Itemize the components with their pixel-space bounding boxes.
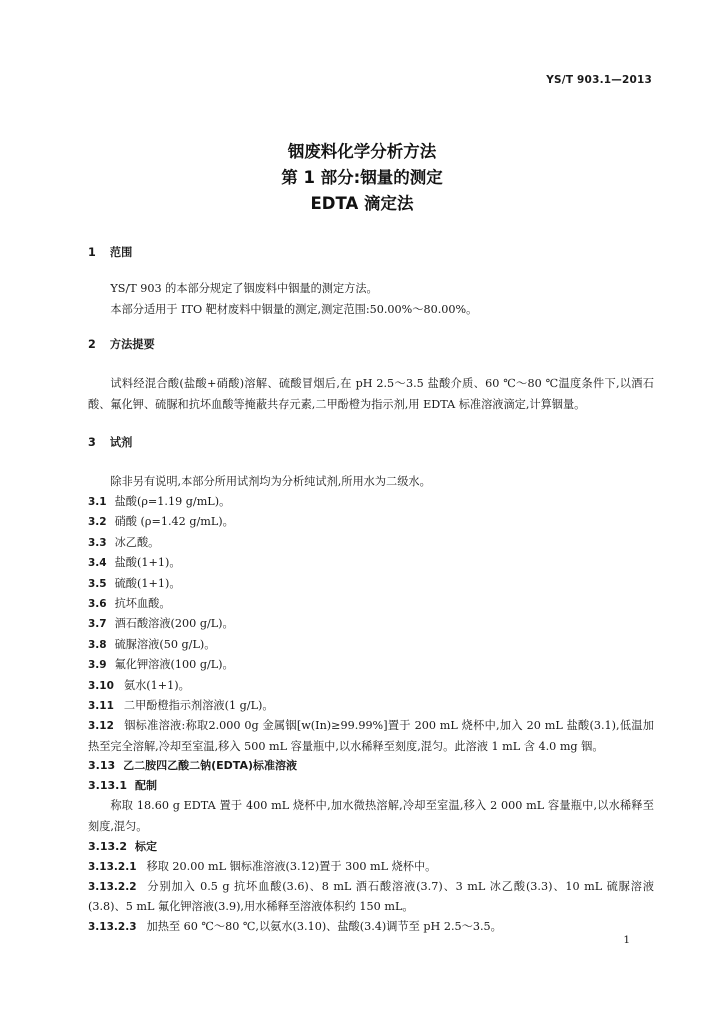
item-number: 3.13.2 (88, 840, 127, 854)
subsection-heading (88, 756, 654, 775)
section-heading-scope (88, 243, 654, 263)
item-number: 3.2 (88, 516, 107, 529)
item-text: 盐酸(ρ=1.19 g/mL)。 (114, 495, 231, 508)
paragraph: 除非另有说明,本部分所用试剂均为分析纯试剂,所用水为二级水。 (110, 475, 431, 488)
item-number: 3.5 (88, 577, 107, 590)
list-item (88, 676, 654, 696)
document-title (0, 139, 724, 217)
item-text: 乙二胺四乙酸二钠(EDTA)标准溶液 (123, 759, 298, 773)
list-item (88, 857, 654, 877)
list-item (88, 594, 654, 614)
list-item (88, 635, 654, 655)
item-text: 氨水(1+1)。 (123, 678, 190, 692)
section-heading-reagents (88, 433, 654, 453)
item-text: 加热至 60 ℃～80 ℃,以氨水(3.10)、盐酸(3.4)调节至 pH 2.5～3.5。 (146, 919, 502, 933)
section-number: 3 (88, 436, 96, 449)
list-item (88, 716, 654, 756)
item-number: 3.13.2.3 (88, 920, 137, 933)
item-text: 分别加入 0.5 g 抗坏血酸(3.6)、8 mL 酒石酸溶液(3.7)、3 mL 冰乙酸(3.3)、10 mL 硫脲溶液(3.8)、5 mL 氟化钾溶液(3.9),用水稀释至溶液体积约 150 mL。 (88, 879, 654, 914)
list-item (88, 553, 654, 573)
item-text: 盐酸(1+1)。 (114, 556, 181, 570)
paragraph: YS/T 903 的本部分规定了铟废料中铟量的测定方法。 (110, 282, 378, 295)
subsection-heading (88, 776, 654, 795)
list-item (88, 655, 654, 675)
item-number: 3.7 (88, 618, 107, 631)
section-heading-principle (88, 335, 654, 355)
list-item (88, 614, 654, 634)
item-number: 3.13.2.2 (88, 880, 137, 893)
page-number: 1 (623, 934, 630, 946)
item-number: 3.12 (88, 720, 114, 733)
item-text: 铟标准溶液:称取2.000 0g 金属铟[w(In)≥99.99%]置于 200 mL 烧杯中,加入 20 mL 盐酸(3.1),低温加热至完全溶解,冷却至室温,移入 500 mL 容量瓶中,以水稀释至刻度,混匀。此溶液 1 mL 含 4.0 mg 铟。 (88, 719, 654, 753)
item-number: 3.13.2.1 (88, 860, 137, 873)
item-text: 氟化钾溶液(100 g/L)。 (114, 658, 234, 672)
item-number: 3.6 (88, 598, 107, 611)
list-item (88, 877, 654, 917)
item-number: 3.9 (88, 659, 107, 672)
list-item (88, 917, 654, 937)
list-item (88, 574, 654, 594)
list-item (88, 696, 654, 716)
item-number: 3.3 (88, 536, 107, 549)
item-text: 抗坏血酸。 (114, 597, 171, 611)
paragraph: 称取 18.60 g EDTA 置于 400 mL 烧杯中,加水微热溶解,冷却至室温,移入 2 000 mL 容量瓶中,以水稀释至刻度,混匀。 (88, 799, 654, 834)
item-text: 硝酸 (ρ=1.42 g/mL)。 (114, 515, 234, 529)
item-text: 标定 (134, 840, 157, 854)
section-title: 范围 (109, 246, 133, 259)
section-number: 2 (88, 338, 96, 351)
section-title: 方法提要 (109, 338, 155, 351)
list-item (88, 492, 654, 512)
item-text: 硫脲溶液(50 g/L)。 (114, 637, 216, 651)
item-number: 3.4 (88, 557, 107, 570)
list-item (88, 512, 654, 532)
item-text: 配制 (134, 778, 157, 792)
item-text: 冰乙酸。 (114, 535, 160, 549)
paragraph: 试料经混合酸(盐酸+硝酸)溶解、硫酸冒烟后,在 pH 2.5～3.5 盐酸介质、60 ℃～80 ℃温度条件下,以酒石酸、氟化钾、硫脲和抗坏血酸等掩蔽共存元素,二甲酚橙为指示剂,用 EDTA 标准溶液滴定,计算铟量。 (88, 377, 654, 411)
item-text: 硫酸(1+1)。 (114, 576, 181, 590)
title-line-2: 第 1 部分:铟量的测定 (281, 168, 443, 187)
subsection-heading (88, 837, 654, 856)
item-text: 酒石酸溶液(200 g/L)。 (114, 617, 234, 631)
item-number: 3.8 (88, 638, 107, 651)
item-number: 3.10 (88, 679, 114, 692)
standard-number: YS/T 903.1—2013 (546, 74, 652, 86)
document-body (88, 243, 654, 937)
item-number: 3.11 (88, 700, 114, 713)
section-title: 试剂 (109, 436, 133, 449)
title-line-3: EDTA 滴定法 (310, 194, 414, 213)
paragraph: 本部分适用于 ITO 靶材废料中铟量的测定,测定范围:50.00%～80.00%。 (110, 303, 478, 316)
item-text: 移取 20.00 mL 铟标准溶液(3.12)置于 300 mL 烧杯中。 (146, 859, 437, 873)
section-number: 1 (88, 246, 96, 259)
item-number: 3.13 (88, 759, 116, 773)
list-item (88, 533, 654, 553)
item-number: 3.13.1 (88, 778, 127, 792)
item-text: 二甲酚橙指示剂溶液(1 g/L)。 (123, 699, 274, 713)
item-number: 3.1 (88, 496, 107, 508)
title-line-1: 铟废料化学分析方法 (287, 142, 437, 161)
